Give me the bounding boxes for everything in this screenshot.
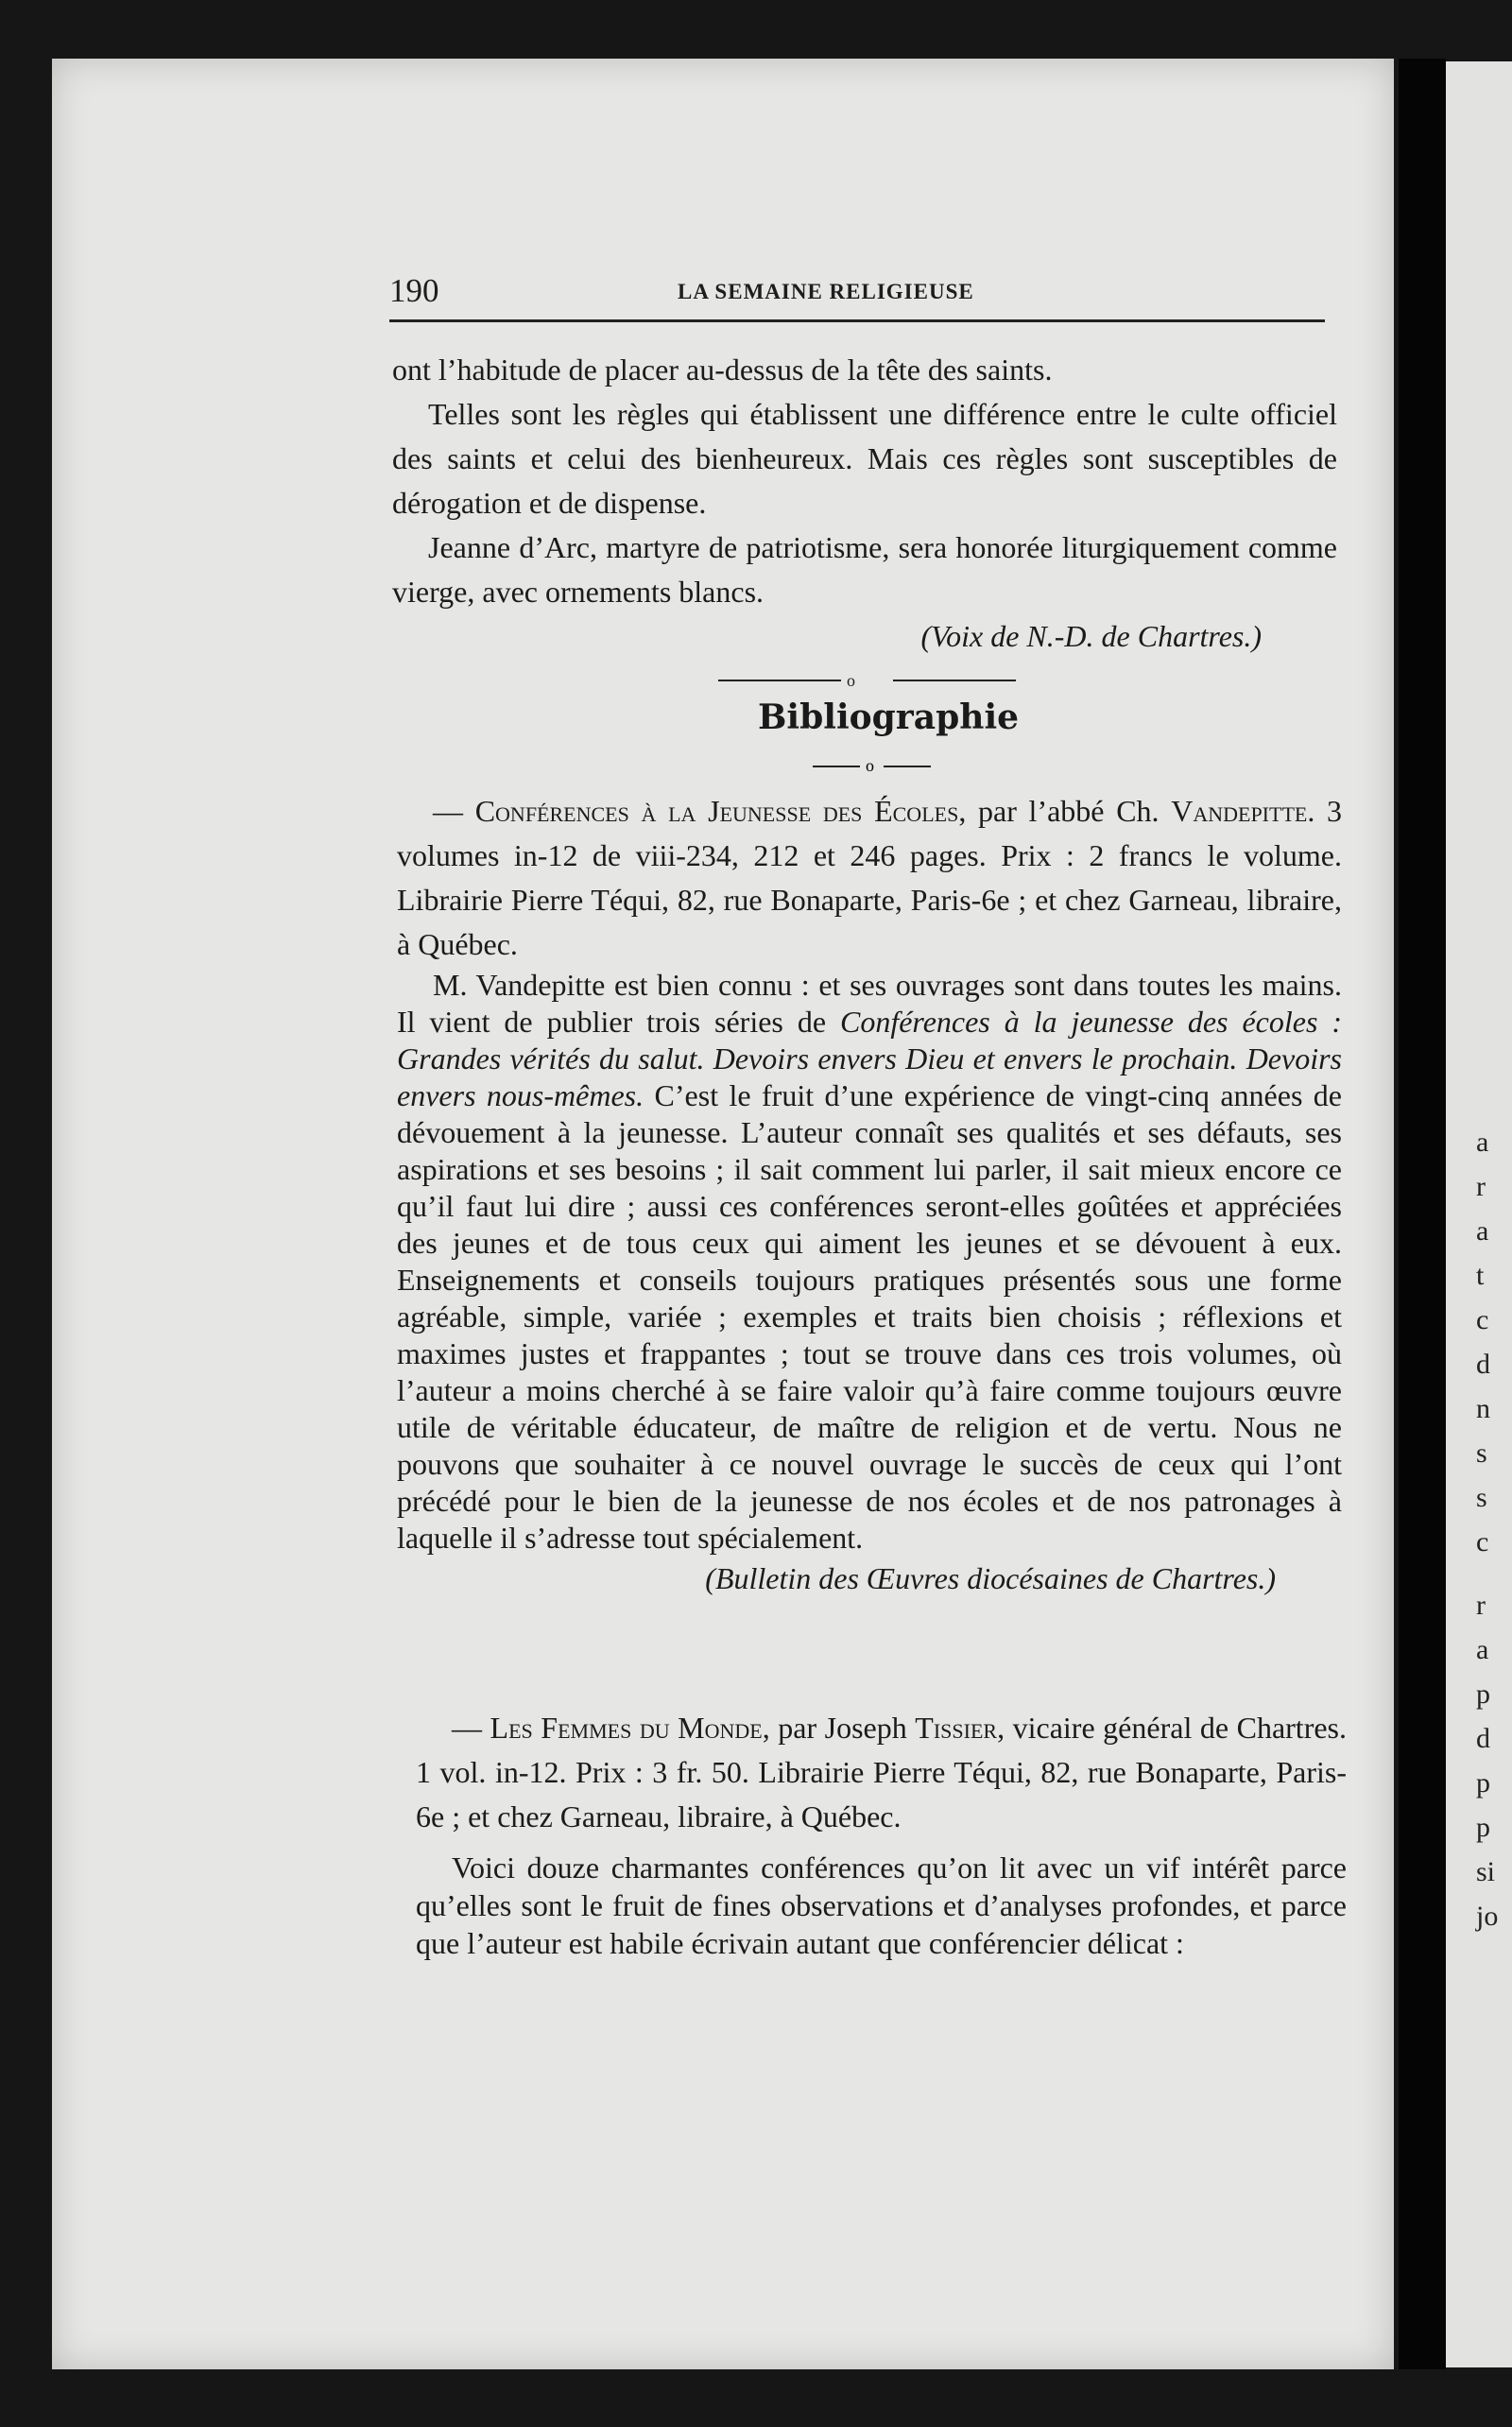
- section-ornament: o: [718, 673, 1016, 688]
- entry-heading: — Conférences à la Jeunesse des Écoles, par l’abbé Ch. Vandepitte. 3 volumes in-12 de viii-234, 212 et 246 pages. Prix : 2 francs le volume. Librairie Pierre Téqui, 82, rue Bonaparte, Paris-6e ; et chez Garneau, libraire, à Québec.: [397, 794, 1343, 961]
- page-header: [389, 272, 1325, 310]
- scan-gutter: [1399, 59, 1446, 2369]
- entry-title: Conférences à la Jeunesse des Écoles: [474, 794, 959, 828]
- small-rule: o: [813, 756, 931, 775]
- entry-1: [397, 789, 1342, 1601]
- header-rule: [389, 319, 1325, 322]
- entry-heading: — Les Femmes du Monde, par Joseph Tissier, vicaire général de Chartres. 1 vol. in-12. Prix : 3 fr. 50. Librairie Pierre Téqui, 82, rue Bonaparte, Paris-6e ; et chez Garneau, libraire, à Québec.: [416, 1711, 1348, 1833]
- paragraph: ont l’habitude de placer au-dessus de la tête des saints.: [392, 353, 1053, 387]
- entry-review: Voici douze charmantes conférences qu’on lit avec un vif intérêt parce qu’elles sont le fruit de fines observations et d’analyses profondes, et parce que l’auteur est habile écrivain autant que conférencier délicat :: [416, 1850, 1347, 1960]
- running-head: LA SEMAINE RELIGIEUSE: [678, 280, 974, 303]
- page-number: 190: [389, 272, 439, 309]
- entry-title: Les Femmes du Monde: [490, 1711, 763, 1745]
- entry-author: Tissier: [915, 1711, 998, 1745]
- source-citation: (Bulletin des Œuvres diocésaines de Chartres.): [705, 1561, 1276, 1595]
- intro-text: [392, 348, 1337, 659]
- facing-text: a r a t c d n s s c r a p d p p si jo: [1476, 1127, 1499, 1932]
- paragraph: Jeanne d’Arc, martyre de patriotisme, sera honorée liturgiquement comme vierge, avec ornements blancs.: [392, 530, 1337, 609]
- source-citation: (Voix de N.-D. de Chartres.): [920, 619, 1262, 653]
- paragraph: Telles sont les règles qui établissent une différence entre le culte officiel des saints et celui des bienheureux. Mais ces règles sont susceptibles de dérogation et de dispense.: [392, 397, 1337, 520]
- entry-review: M. Vandepitte est bien connu : et ses ouvrages sont dans toutes les mains. Il vient de publier trois séries de Conférences à la jeunesse des écoles : Grandes vérités du salut. Devoirs envers Dieu et envers le prochain. Devoirs envers nous-mêmes. C’est le fruit d’une expérience de vingt-cinq années de dévouement à la jeunesse. L’auteur connaît ses qualités et ses défauts, ses aspirations et ses besoins ; il sait comment lui parler, il sait mieux encore ce qu’il faut lui dire ; aussi ces conférences seront-elles goûtées et appréciées des jeunes et de tous ceux qui aiment les jeunes et se dévouent à eux. Enseignements et conseils toujours pratiques présentés sous une forme agréable, simple, variée ; exemples et traits bien choisis ; réflexions et maximes justes et frappantes ; tout se trouve dans ces trois volumes, où l’auteur a moins cherché à se faire valoir qu’à faire comme toujours œuvre utile de véritable éducateur, de maître de religion et de vertu. Nous ne pouvons que souhaiter à ce nouvel ouvrage le succès de ceux qui l’ont précédé pour le bien de la jeunesse de nos écoles et de nos patronages à laquelle il s’adresse tout spécialement.: [397, 968, 1343, 1555]
- entry-author: Vandepitte: [1171, 794, 1308, 828]
- entry-2: [416, 1706, 1347, 1962]
- section-title: Bibliographie: [758, 697, 1020, 737]
